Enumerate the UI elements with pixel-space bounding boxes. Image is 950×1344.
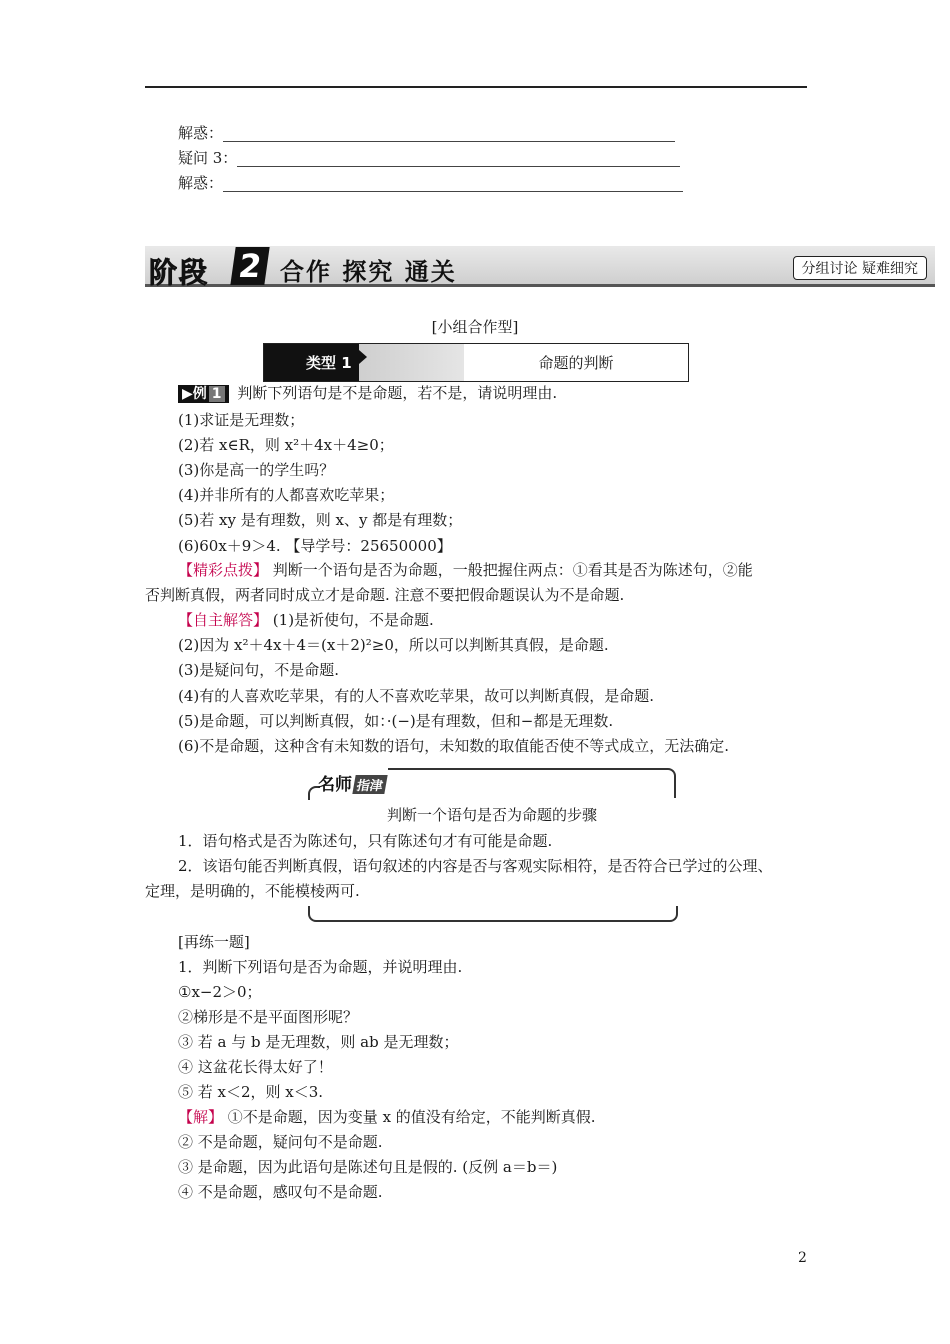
highlight-line: 【精彩点拨】 判断一个语句是否为命题，一般把握住两点：①看其是否为陈述句，②能: [178, 561, 753, 579]
stage-title: 合作 探究 通关: [280, 258, 457, 286]
practice-answer: ② 不是命题，疑问句不是命题.: [178, 1133, 383, 1151]
solution-item: (3)是疑问句，不是命题.: [178, 661, 340, 679]
guide-badge: 名师 指津: [318, 770, 386, 795]
question-3-line: 疑问 3：: [178, 149, 680, 167]
stage-banner: [145, 246, 935, 289]
example-stem: 判断下列语句是不是命题，若不是，请说明理由.: [237, 384, 558, 402]
solution-item: (6)不是命题，这种含有未知数的语句，未知数的取值能否使不等式成立，无法确定.: [178, 737, 730, 755]
type-header: [263, 343, 689, 382]
highlight-line-2: 否判断真假，两者同时成立才是命题. 注意不要把假命题误认为不是命题.: [145, 586, 625, 604]
solution-label: 【自主解答】: [178, 611, 269, 629]
example-badge: ▶例 1: [178, 385, 229, 403]
solution-item: (4)有的人喜欢吃苹果，有的人不喜欢吃苹果，故可以判断真假，是命题.: [178, 687, 655, 705]
practice-answer: ③ 是命题，因为此语句是陈述句且是假的. (反例 a＝b＝): [178, 1158, 558, 1176]
highlight-label: 【精彩点拨】: [178, 561, 269, 579]
practice-item: ④ 这盆花长得太好了！: [178, 1058, 333, 1076]
answer-label: 【解】: [178, 1108, 224, 1126]
example-item: (1)求证是无理数；: [178, 411, 305, 429]
stage-number: 2: [230, 247, 269, 285]
answer-line-2: 解惑：: [178, 174, 683, 192]
guide-box-top: [308, 768, 676, 798]
solution-item: (2)因为 x²＋4x＋4＝(x＋2)²≥0，所以可以判断其真假，是命题.: [178, 636, 609, 654]
page-number: 2: [798, 1250, 807, 1266]
type-name: 命题的判断: [538, 354, 614, 372]
practice-stem: 1．判断下列语句是否为命题，并说明理由.: [178, 958, 463, 976]
top-rule: [145, 86, 807, 88]
guide-paragraph: 2．该语句能否判断真假，语句叙述的内容是否与客观实际相符，是否符合已学过的公理、: [178, 857, 773, 875]
practice-item: ①x−2＞0；: [178, 983, 262, 1001]
practice-answer-line: 【解】 ①不是命题，因为变量 x 的值没有给定，不能判断真假.: [178, 1108, 596, 1126]
practice-item: ⑤ 若 x＜2，则 x＜3.: [178, 1083, 324, 1101]
practice-tag: [再练一题]: [178, 933, 250, 951]
type-label: 类型 1: [306, 354, 352, 372]
guide-title: 判断一个语句是否为命题的步骤: [386, 806, 597, 824]
practice-item: ③ 若 a 与 b 是无理数，则 ab 是无理数；: [178, 1033, 459, 1051]
guide-paragraph: 定理，是明确的，不能模棱两可.: [145, 882, 360, 900]
example-item: (4)并非所有的人都喜欢吃苹果；: [178, 486, 395, 504]
section-tag: [小组合作型]: [431, 318, 519, 336]
example-stem-line: [178, 384, 557, 403]
answer-line-1: 解惑：: [178, 124, 675, 142]
practice-answer: ④ 不是命题，感叹句不是命题.: [178, 1183, 383, 1201]
stage-label: 阶段: [149, 256, 210, 289]
solution-line: 【自主解答】 (1)是祈使句，不是命题.: [178, 611, 434, 629]
guide-box-bottom: [308, 906, 678, 922]
practice-item: ②梯形是不是平面图形呢？: [178, 1008, 359, 1026]
stage-tag: 分组讨论 疑难细究: [793, 256, 927, 280]
example-item: (6)60x＋9＞4. 【导学号：25650000】: [178, 537, 452, 555]
example-item: (2)若 x∈R，则 x²＋4x＋4≥0；: [178, 436, 394, 454]
guide-paragraph: 1．语句格式是否为陈述句，只有陈述句才有可能是命题.: [178, 832, 553, 850]
solution-item: (5)是命题，可以判断真假，如：·(−)是有理数，但和−都是无理数.: [178, 712, 614, 730]
example-item: (5)若 xy 是有理数，则 x、y 都是有理数；: [178, 511, 463, 529]
example-item: (3)你是高一的学生吗？: [178, 461, 335, 479]
